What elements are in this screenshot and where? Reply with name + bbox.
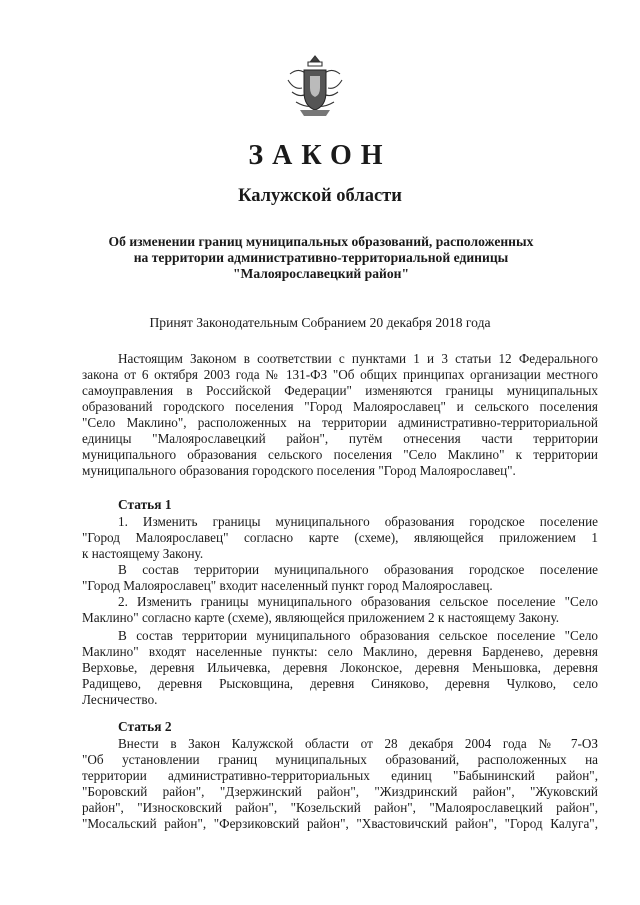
- article-1-line: 2. Изменить границы муниципального образования сельское поселение "Село: [118, 594, 598, 609]
- article-1-line: 1. Изменить границы муниципального образования городское поселение: [118, 514, 598, 529]
- preamble-line: муниципального образования сельского поселения "Село Маклино" к территории: [82, 447, 598, 462]
- topic-line: на территории административно-территориальной единицы: [133, 250, 509, 265]
- preamble-line: закона от 6 октября 2003 года № 131-ФЗ "Об общих принципах организации местного: [82, 367, 598, 382]
- topic-line: "Малоярославецкий район": [232, 266, 410, 281]
- topic-line: Об изменении границ муниципальных образований, расположенных: [108, 234, 534, 249]
- article-1-line: Лесничество.: [82, 692, 158, 707]
- preamble-line: самоуправления в Российской Федерации" изменяются границы муниципальных: [82, 383, 598, 398]
- article-2-heading: Статья 2: [118, 719, 172, 734]
- article-1-line: Радищево, деревня Рысковщина, деревня Синяково, деревня Чулково, село: [82, 676, 598, 691]
- preamble-line: образований городского поселения "Город Малоярославец" и сельского поселения: [82, 399, 598, 414]
- preamble-line: единицы "Малоярославецкий район", путём отнесения части территории: [82, 431, 598, 446]
- article-2-line: "Об установлении границ муниципальных образований, расположенных на: [82, 752, 598, 767]
- adoption-statement: Принят Законодательным Собранием 20 декабря 2018 года: [149, 315, 491, 330]
- article-1-heading: Статья 1: [118, 497, 172, 512]
- article-2-line: территории административно-территориальных единиц "Бабынинский район",: [82, 768, 598, 783]
- law-topic: [92, 234, 550, 282]
- article-2-line: "Мосальский район", "Ферзиковский район", "Хвастовичский район", "Город Калуга",: [82, 816, 598, 831]
- article-1-line: к настоящему Закону.: [82, 546, 204, 561]
- article-1-line: Маклино" входят населенные пункты: село Маклино, деревня Барденево, деревня: [82, 644, 598, 659]
- article-1-line: В состав территории муниципального образования сельское поселение "Село: [118, 628, 598, 643]
- preamble-line: муниципального образования городского поселения "Город Малоярославец".: [82, 463, 516, 478]
- preamble-line: "Село Маклино", расположенных на территории административно-территориальной: [82, 415, 598, 430]
- article-1-line: Верховье, деревня Ильичевка, деревня Локонское, деревня Меньшовка, деревня: [82, 660, 598, 675]
- coat-of-arms-emblem: [284, 52, 346, 120]
- article-2-line: район", "Износковский район", "Козельский район", "Малоярославецкий район",: [82, 800, 598, 815]
- law-title: ЗАКОН: [248, 140, 392, 171]
- article-1-line: Маклино" согласно карте (схеме), являющейся приложением 2 к настоящему Закону.: [82, 610, 560, 625]
- article-1-line: "Город Малоярославец" входит населенный пункт город Малоярославец.: [82, 578, 493, 593]
- article-1-line: В состав территории муниципального образования городское поселение: [118, 562, 598, 577]
- article-2-line: "Боровский район", "Дзержинский район", "Жиздринский район", "Жуковский: [82, 784, 598, 799]
- region-subtitle: Калужской области: [238, 186, 402, 206]
- article-2-line: Внести в Закон Калужской области от 28 декабря 2004 года № 7-ОЗ: [118, 736, 598, 751]
- preamble-line: Настоящим Законом в соответствии с пунктами 1 и 3 статьи 12 Федерального: [118, 351, 598, 366]
- article-1-line: "Город Малоярославец" согласно карте (схеме), являющейся приложением 1: [82, 530, 598, 545]
